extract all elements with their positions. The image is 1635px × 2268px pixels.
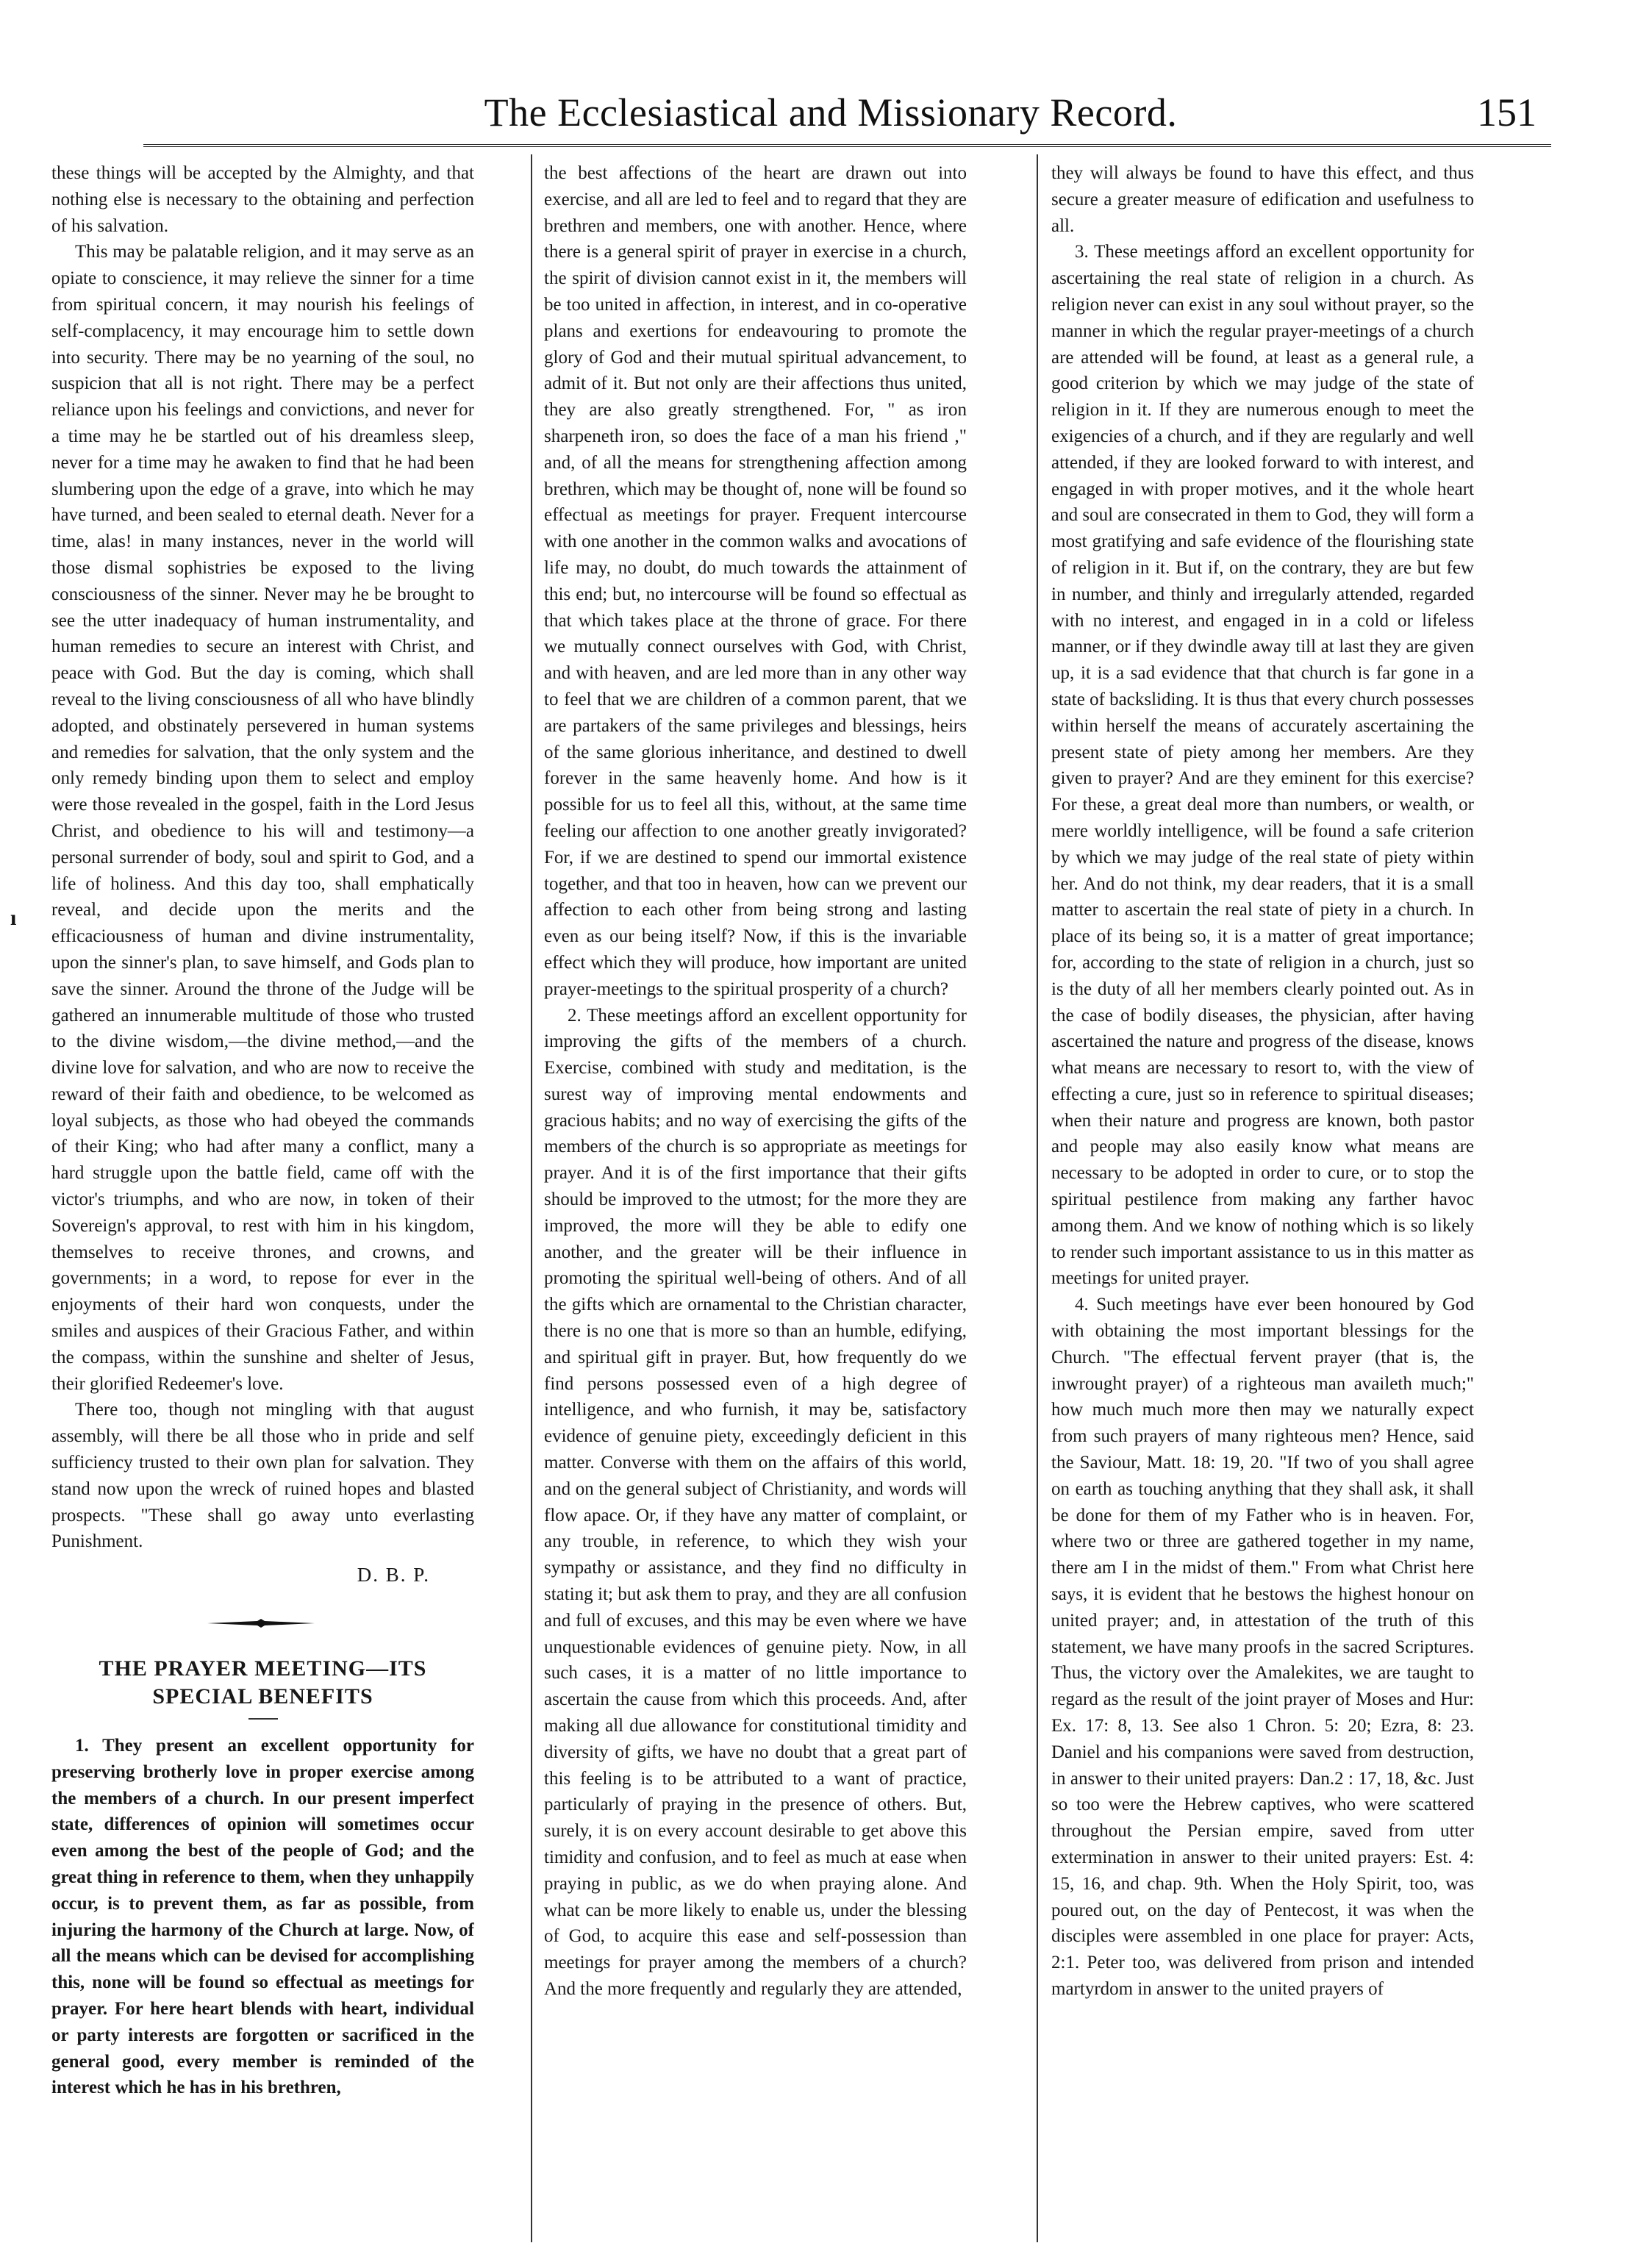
column-3: [1051, 160, 1474, 2241]
paragraph: There too, though not mingling with that august assembly, will there be all those who in pride and self sufficiency trusted to their own plan for salvation. They stand now upon the wreck of ruined hopes and blasted prospects. "These shall go away unto everlasting Punishment.: [51, 1400, 474, 1552]
ornament-divider: [51, 1606, 474, 1650]
page-number: 151: [1477, 90, 1536, 135]
margin-mark: ı: [10, 906, 17, 930]
paragraph: 2. These meetings afford an excellent opportunity for improving the gifts of the members of a church. Exercise, combined with study and meditation, is the surest way of improving mental endowments and gracious habits; and no way of exercising the gifts of the members of the church is so appropriate as meetings for prayer. And it is of the first importance that their gifts should be improved to the utmost; for the more they are improved, the more will they be able to edify one another, and the greater will be their influence in promoting the spiritual well-being of others. And of all the gifts which are ornamental to the Christian character, there is no one that is more so than an humble, edifying, and spiritual gift in prayer. But, how frequently do we find persons possessed even of a high degree of intelligence, and who furnish, it may be, satisfactory evidence of genuine piety, exceedingly deficient in this matter. Converse with them on the affairs of this world, and on the general subject of Christianity, and words will flow apace. Or, if they have any matter of complaint, or any trouble, in reference, to which they wish your sympathy or assistance, and they find no difficulty in stating it; but ask them to pray, and they are all confusion and full of excuses, and this may be even where we have unquestionable evidences of genuine piety. Now, in all such cases, it is a matter of no little importance to ascertain the cause from which this proceeds. And, after making all due allowance for constitutional timidity and diversity of gifts, we have no doubt that a great part of this feeling is to be attributed to a want of practice, particularly of praying in the presence of others. But, surely, it is on every account desirable to get above this timidity and confusion, and to feel as much at ease when praying in public, as we do when praying alone. And what can be more likely to enable us, under the blessing of God, to acquire this ease and self-possession than meetings for prayer among the members of a church? And the more frequently and regularly they are attended,: [544, 1005, 967, 1999]
paragraph: 4. Such meetings have ever been honoured by God with obtaining the most important blessings for the Church. "The effectual fervent prayer (that is, the inwrought prayer) of a righteous man availeth much;" how much much more then may we naturally expect from such prayers of many righteous men? Hence, said the Saviour, Matt. 18: 19, 20. "If two of you shall agree on earth as touching anything that they shall ask, it shall be done for them of my Father who is in heaven. For, where two or three are gathered together in my name, there am I in the midst of them." From what Christ here says, it is evident that he bestows the highest honour on united prayer; and, in attestation of the truth of this statement, we have many proofs in the sacred Scriptures. Thus, the victory over the Amalekites, we are taught to regard as the result of the joint prayer of Moses and Hur: Ex. 17: 8, 13. See also 1 Chron. 5: 20; Ezra, 8: 23. Daniel and his companions were saved from destruction, in answer to their united prayers: Dan.2 : 17, 18, &c. Just so too were the Hebrew captives, who were scattered throughout the Persian empire, saved from utter extermination in answer to their united prayers: Est. 4: 15, 16, and chap. 9th. When the Holy Spirit, too, was poured out, on the day of Pentecost, it was when the disciples were assembled in one place for prayer: Acts, 2:1. Peter too, was delivered from prison and intended martyrdom in answer to the united prayers of: [1051, 1295, 1474, 1999]
column-1: [51, 160, 474, 2241]
ornament-rule-icon: [206, 1618, 316, 1628]
section-title: THE PRAYER MEETING—ITS SPECIAL BENEFITS: [99, 1656, 427, 1709]
author-signature: D. B. P.: [357, 1564, 430, 1586]
paragraph: 1. They present an excellent opportunity for preserving brotherly love in proper exercise among the members of a church. In our present imperfect state, differences of opinion will sometimes occur even among the best of the people of God; and the great thing in reference to them, when they unhappily occur, is to prevent them, as far as possible, from injuring the harmony of the Church at large. Now, of all the means which can be devised for accomplishing this, none will be found so effectual as meetings for prayer. For here heart blends with heart, individual or party interests are forgotten or sacrificed in the general good, every member is reminded of the interest which he has in his brethren,: [51, 1736, 474, 2098]
column-divider: [1037, 154, 1038, 2242]
column-divider: [531, 154, 532, 2242]
paragraph: these things will be accepted by the Almighty, and that nothing else is necessary to the obtaining and perfection of his salvation.: [51, 163, 474, 236]
column-2: [544, 160, 967, 2241]
running-title: The Ecclesiastical and Missionary Record.: [484, 90, 1178, 135]
paragraph: the best affections of the heart are drawn out into exercise, and all are led to feel and to regard that they are brethren and members, one with another. Hence, where there is a general spirit of prayer in exercise in a church, the spirit of division cannot exist in it, the members will be too united in affection, in interest, and in co-operative plans and exertions for endeavouring to promote the glory of God and their mutual spiritual advancement, to admit of it. But not only are their affections thus united, they are also greatly strengthened. For, " as iron sharpeneth iron, so does the face of a man his friend ," and, of all the means for strengthening affection among brethren, which may be thought of, none will be found so effectual as meetings for prayer. Frequent intercourse with one another in the common walks and avocations of life may, no doubt, do much towards the attainment of this end; but, no intercourse will be found so effectual as that which takes place at the throne of grace. For there we mutually connect ourselves with God, with Christ, and with heaven, and are led more than in any other way to feel that we are children of a common parent, that we are partakers of the same privileges and blessings, heirs of the same glorious inheritance, and destined to dwell forever in the same heavenly home. And how is it possible for us to feel all this, without, at the same time feeling our affection to one another greatly invigorated? For, if we are destined to spend our immortal existence together, and that too in heaven, how can we prevent our affection to each other from being strong and lasting even as our being itself? Now, if this is the invariable effect which they will produce, how important are united prayer-meetings to the spiritual prosperity of a church?: [544, 163, 967, 999]
header-rule: [143, 144, 1551, 147]
page-header: [110, 90, 1551, 141]
paragraph: 3. These meetings afford an excellent opportunity for ascertaining the real state of religion in a church. As religion never can exist in any soul without prayer, so the manner in which the regular prayer-meetings of a church are attended will be found, at least as a general rule, a good criterion by which we may judge of the state of religion in it. If they are numerous enough to meet the exigencies of a church, and if they are regularly and well attended, if they are looked forward to with interest, and engaged in with proper motives, and it the whole heart and soul are consecrated in them to God, they will form a most gratifying and safe evidence of the flourishing state of religion in it. But if, on the contrary, they are but few in number, and thinly and irregularly attended, regarded with no interest, and engaged in in a cold or lifeless manner, or if they dwindle away till at last they are given up, it is a sad evidence that that church is far gone in a state of backsliding. It is thus that every church possesses within herself the means of accurately ascertaining the present state of piety among her members. Are they given to prayer? And are they eminent for this exercise? For these, a great deal more than numbers, or wealth, or mere worldly intelligence, will be found a safe criterion by which we may judge of the real state of piety within her. And do not think, my dear readers, that it is a small matter to ascertain the real state of piety in a church. In place of its being so, it is a matter of great importance; for, according to the state of religion in a church, just so is the duty of all her members clearly pointed out. As in the case of bodily diseases, the physician, after having ascertained the nature and progress of the disease, knows what means are necessary to resort to, with the view of effecting a cure, just so in reference to spiritual diseases; when their nature and progress are known, both pastor and people may also easily know what means are necessary to be adopted in order to cure, or to stop the spiritual pestilence from making any farther havoc among them. And we know of nothing which is so likely to render such important assistance to us in this matter as meetings for united prayer.: [1051, 242, 1474, 1289]
title-rule: [248, 1718, 278, 1720]
paragraph: This may be palatable religion, and it may serve as an opiate to conscience, it may relieve the sinner for a time from spiritual concern, it may nourish his feelings of self-complacency, it may encourage him to settle down into security. There may be no yearning of the soul, no suspicion that all is not right. There may be a perfect reliance upon his feelings and convictions, and never for a time may he be startled out of his dreamless sleep, never for a time may he awaken to find that he had been slumbering upon the edge of a grave, into which he may have turned, and been sealed to eternal death. Never for a time, alas! in many instances, never in the world will those dismal sophistries be exposed to the living consciousness of the sinner. Never may he be brought to see the utter inadequacy of human instrumentality, and human remedies to secure an interest with Christ, and peace with God. But the day is coming, which shall reveal to the living consciousness of all who have blindly adopted, and obstinately persevered in human systems and remedies for salvation, that the only system and the only remedy binding upon them to select and employ were those revealed in the gospel, faith in the Lord Jesus Christ, and obedience to his will and testimony—a personal surrender of body, soul and spirit to God, and a life of holiness. And this day too, shall emphatically reveal, and decide upon the merits and the efficaciousness of human and divine instrumentality, upon the sinner's plan, to save himself, and Gods plan to save the sinner. Around the throne of the Judge will be gathered an innumerable multitude of those who trusted to the divine wisdom,—the divine method,—and the divine love for salvation, and who are now to receive the reward of their faith and obedience, to be welcomed as loyal subjects, as those who had obeyed the commands of their King; who had after many a conflict, many a hard struggle upon the battle field, came off with the victor's triumphs, and who are now, in token of their Sovereign's approval, to rest with him in his kingdom, themselves to receive thrones, and crowns, and governments; in a word, to repose for ever in the enjoyments of their hard won conquests, under the smiles and auspices of their Gracious Father, and within the compass, within the sunshine and shelter of Jesus, their glorified Redeemer's love.: [51, 242, 474, 1394]
paragraph: they will always be found to have this effect, and thus secure a greater measure of edification and usefulness to all.: [1051, 163, 1474, 236]
